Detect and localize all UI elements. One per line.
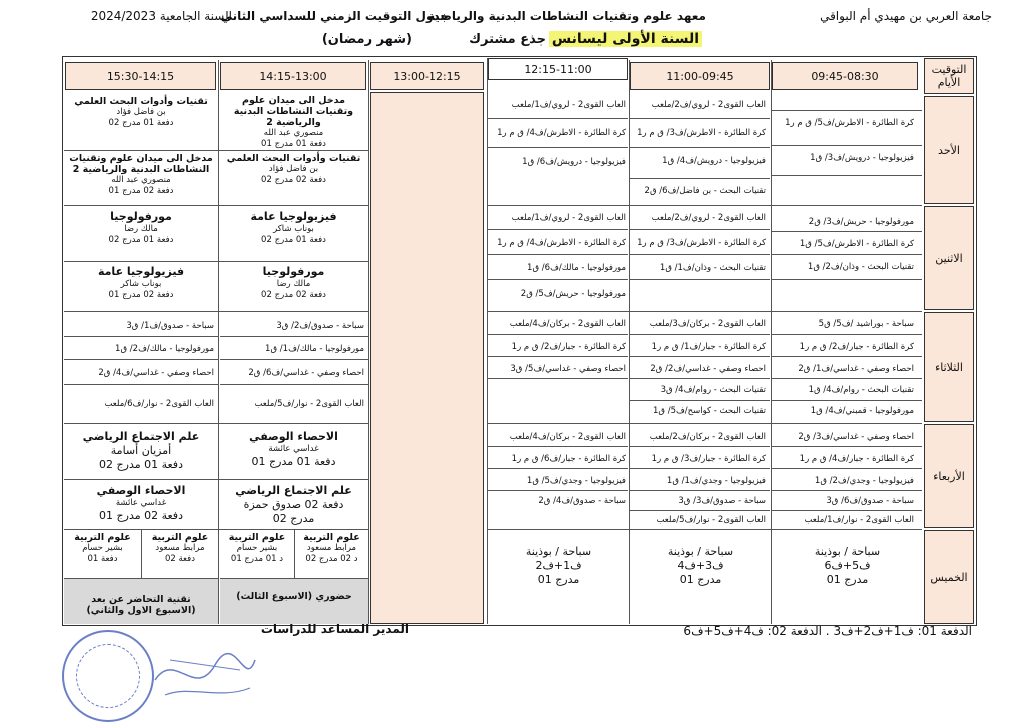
tue-s5-r2: مورفولوجيا - مالك/ف1/ ق1 xyxy=(265,344,364,354)
day-tuesday: الثلاثاء xyxy=(924,312,974,422)
university-name: جامعة العربي بن مهيدي أم البواقي xyxy=(820,9,992,23)
tue-s3-r1: العاب القوى2 - بركان/ف4/ملعب xyxy=(509,319,626,329)
mon-s5-top: فيزيولوجيا عامة بوناب شاكر دفعة 01 مدرج 02 xyxy=(250,210,337,245)
mon-s2-r1: العاب القوى2 - لروي/ف2/ملعب xyxy=(651,213,766,223)
wed-s2-r4: سباحة - صدوق/ف3/ ق3 xyxy=(678,496,766,506)
wed-s2-r2: كرة الطائرة - جبار/ف3/ ق م ر1 xyxy=(651,454,766,464)
mon-s2-r3: تقنيات البحث - وذان/ف1/ ق1 xyxy=(659,263,766,273)
mon-s1-r3: تقنيات البحث - وذان/ف2/ ق1 xyxy=(807,262,914,272)
sun-s5-bottom: تقنيات وأدوات البحث العلمي بن فاضل فؤاد دفعة 02 مدرج 02 xyxy=(226,153,361,185)
tue-s6-r1: سباحة - صدوق/ف1/ ق3 xyxy=(126,321,214,331)
thu-s3: سباحة / بوذينة ف1+ف2 مدرج 01 xyxy=(525,545,592,586)
tue-s3-r2: كرة الطائرة - جبار/ف2/ ق م ر1 xyxy=(511,342,626,352)
slot-header-4: 13:00-12:15 xyxy=(370,62,484,90)
sun-s2-r3: فيزيولوجيا - درويش/ف4/ ق1 xyxy=(662,156,766,166)
sun-s1-r2: فيزيولوجيا - درويش/ف3/ ق1 xyxy=(810,153,914,163)
slot-header-3: 12:15-11:00 xyxy=(488,58,628,80)
tue-s1-r1: سباحة - بوراشيد /ف5/ ق5 xyxy=(818,319,914,329)
mon-s6-bottom: فيزيولوجيا عامة بوناب شاكر دفعة 02 مدرج 01 xyxy=(97,265,185,300)
tue-s6-r4: العاب القوى2 - نوار/ف6/ملعب xyxy=(104,399,214,409)
thu-s5b: علوم التربية بشير حسام د 01 مدرج 01 xyxy=(228,532,286,564)
common-core-label: جذع مشترك xyxy=(469,32,546,47)
mon-s3-r1: العاب القوى2 - لروي/ف1/ملعب xyxy=(511,213,626,223)
tue-s6-r2: مورفولوجيا - مالك/ف2/ ق1 xyxy=(115,344,214,354)
break-column xyxy=(370,92,484,624)
wed-s5-top: الاحصاء الوصفي غداسي عائشة دفعة 01 مدرج 01 xyxy=(249,430,338,468)
institute-name: معهد علوم وتقنيات النشاطات البدنية والرياضية xyxy=(428,9,706,23)
day-monday: الاثنين xyxy=(924,206,974,310)
sun-s3-r3: فيزيولوجيا - درويش/ف6/ ق1 xyxy=(522,157,626,167)
mon-s2-r2: كرة الطائرة - الاطرش/ف3/ ق م ر1 xyxy=(637,238,766,248)
wed-s1-r4: سباحة - صدوق/ف6/ ق3 xyxy=(826,496,914,506)
schedule-title: جدول التوقيت الزمني للسداسي الثاني xyxy=(220,9,449,23)
tue-s1-r5: مورفولوجيا - قمبني/ف4/ ق1 xyxy=(810,406,914,416)
wed-s2-r5: العاب القوى2 - نوار/ف5/ملعب xyxy=(656,515,766,525)
wed-s1-r2: كرة الطائرة - جبار/ف4/ ق م ر1 xyxy=(799,454,914,464)
academic-year: السنة الجامعية 2024/2023 xyxy=(90,9,232,23)
tue-s1-r3: احصاء وصفي - غداسي/ف1/ ق2 xyxy=(798,364,914,374)
tue-s2-r3: احصاء وصفي - غداسي/ف2/ ق2 xyxy=(650,364,766,374)
wed-s3-r3: فيزيولوجيا - وجدي/ف5/ ق1 xyxy=(526,476,626,486)
wed-s5-bottom: علم الاجتماع الرياضي دفعة 02 صدوق حمزة مدرج 02 xyxy=(235,484,352,525)
thu-s6-note: تقنية التحاضر عن بعد (الاسبوع الاول والثاني) xyxy=(64,579,218,624)
thu-s5a: علوم التربية مرابط مسعود د 02 مدرج 02 xyxy=(303,532,360,564)
wed-s3-r1: العاب القوى2 - بركان/ف4/ملعب xyxy=(509,432,626,442)
tue-s5-r3: احصاء وصفي - غداسي/ف6/ ق2 xyxy=(248,368,364,378)
tue-s3-r3: احصاء وصفي - غداسي/ف5/ ق3 xyxy=(510,364,626,374)
corner-header: التوقيت الأيام xyxy=(924,58,974,94)
tue-s2-r4: تقنيات البحث - روام/ف4/ ق3 xyxy=(660,385,766,395)
signature-icon xyxy=(150,640,260,710)
thu-s6a: علوم التربية مرابط مسعود دفعة 02 xyxy=(151,532,209,564)
mon-s1-r2: كرة الطائرة - الاطرش/ف5/ ق1 xyxy=(799,239,914,249)
tue-s1-r2: كرة الطائرة - جبار/ف2/ ق م ر1 xyxy=(799,342,914,352)
slot-header-2: 11:00-09:45 xyxy=(630,62,770,90)
sun-s2-r2: كرة الطائرة - الاطرش/ف3/ ق م ر1 xyxy=(637,128,766,138)
sun-s1-r1: كرة الطائرة - الاطرش/ف5/ ق م ر1 xyxy=(785,118,914,128)
wed-s6-bottom: الاحصاء الوصفي غداسي عائشة دفعة 02 مدرج 01 xyxy=(96,484,186,522)
day-sunday: الأحد xyxy=(924,96,974,204)
day-thursday: الخميس xyxy=(924,530,974,624)
sun-s3-r1: العاب القوى2 - لروي/ف1/ملعب xyxy=(511,100,626,110)
stamp-inner-ring xyxy=(76,644,140,708)
sun-s3-r2: كرة الطائرة - الاطرش/ف4/ ق م ر1 xyxy=(497,128,626,138)
sun-s2-r1: العاب القوى2 - لروي/ف2/ملعب xyxy=(651,100,766,110)
level-label: السنة الأولى ليسانس xyxy=(549,31,702,47)
day-wednesday: الأربعاء xyxy=(924,424,974,528)
mon-s5-bottom: مورفولوجيا مالك رضا دفعة 02 مدرج 02 xyxy=(261,265,326,300)
sun-s6-bottom: مدخل الى ميدان علوم وتقنيات النشاطات البدنية والرياضية 2 منصوري عبد الله دفعة 02 مدرج 01 xyxy=(69,153,213,196)
tue-s2-r2: كرة الطائرة - جبار/ف1/ ق م ر1 xyxy=(651,342,766,352)
tue-s5-r1: سباحة - صدوق/ف2/ ق3 xyxy=(276,321,364,331)
tue-s6-r3: احصاء وصفي - غداسي/ف4/ ق2 xyxy=(98,368,214,378)
mon-s6-top: مورفولوجيا مالك رضا دفعة 01 مدرج 02 xyxy=(108,210,174,245)
wed-s1-r3: فيزيولوجيا - وجدي/ف2/ ق1 xyxy=(814,476,914,486)
wed-s3-r2: كرة الطائرة - جبار/ف6/ ق م ر1 xyxy=(511,454,626,464)
thu-s6b: علوم التربية بشير حسام دفعة 01 xyxy=(74,532,131,564)
ramadan-label: (شهر رمضان) xyxy=(321,32,412,47)
mon-s3-r3: مورفولوجيا - مالك/ف6/ ق1 xyxy=(527,263,626,273)
mon-s3-r4: مورفولوجيا - حريش/ف5/ ق2 xyxy=(520,289,626,299)
wed-s2-r3: فيزيولوجيا - وجدي/ف1/ ق1 xyxy=(666,476,766,486)
tue-s2-r1: العاب القوى2 - بركان/ف3/ملعب xyxy=(649,319,766,329)
mon-s1-r1: مورفولوجيا - حريش/ف3/ ق2 xyxy=(808,217,914,227)
thu-s5-note: حضوري (الاسبوع الثالث) xyxy=(220,579,368,624)
thu-s1: سباحة / بوذينة ف5+ف6 مدرج 01 xyxy=(814,545,881,586)
wed-s1-r1: احصاء وصفي - غداسي/ف3/ ق2 xyxy=(798,432,914,442)
slot-header-6: 15:30-14:15 xyxy=(65,62,216,90)
tue-s1-r4: تقنيات البحث - روام/ف4/ ق1 xyxy=(808,385,914,395)
slot-header-1: 09:45-08:30 xyxy=(772,62,918,90)
tue-s2-r5: تقنيات البحث - كواسح/ف5/ ق1 xyxy=(652,406,766,416)
sun-s2-r4: تقنيات البحث - بن فاضل/ف6/ ق2 xyxy=(644,186,766,196)
tue-s5-r4: العاب القوى2 - نوار/ف5/ملعب xyxy=(254,399,364,409)
wed-s3-r4: سباحة - صدوق/ف4/ ق2 xyxy=(538,496,626,506)
signatory-title: المدير المساعد للدراسات xyxy=(260,622,409,636)
sun-s6-top: تقنيات وأدوات البحث العلمي بن فاضل فؤاد دفعة 01 مدرج 02 xyxy=(74,96,208,128)
wed-s2-r1: العاب القوى2 - بركان/ف2/ملعب xyxy=(649,432,766,442)
wed-s1-r5: العاب القوى2 - نوار/ف1/ملعب xyxy=(804,515,914,525)
mon-s3-r2: كرة الطائرة - الاطرش/ف4/ ق م ر1 xyxy=(497,238,626,248)
thu-s2: سباحة / بوذينة ف3+ف4 مدرج 01 xyxy=(667,545,734,586)
sun-s5-top: مدخل الى ميدان علوم وتقنيات النشاطات البدنية والرياضية 2 منصوري عبد الله دفعة 01 مدرج 01 xyxy=(233,95,354,149)
group-composition: الدفعة 01: ف1+ف2+ف3 . الدفعة 02: ف4+ف5+ف6 xyxy=(683,624,972,638)
slot-header-5: 14:15-13:00 xyxy=(220,62,366,90)
wed-s6-top: علم الاجتماع الرياضي أمزيان أسامة دفعة 01 مدرج 02 xyxy=(82,430,200,471)
